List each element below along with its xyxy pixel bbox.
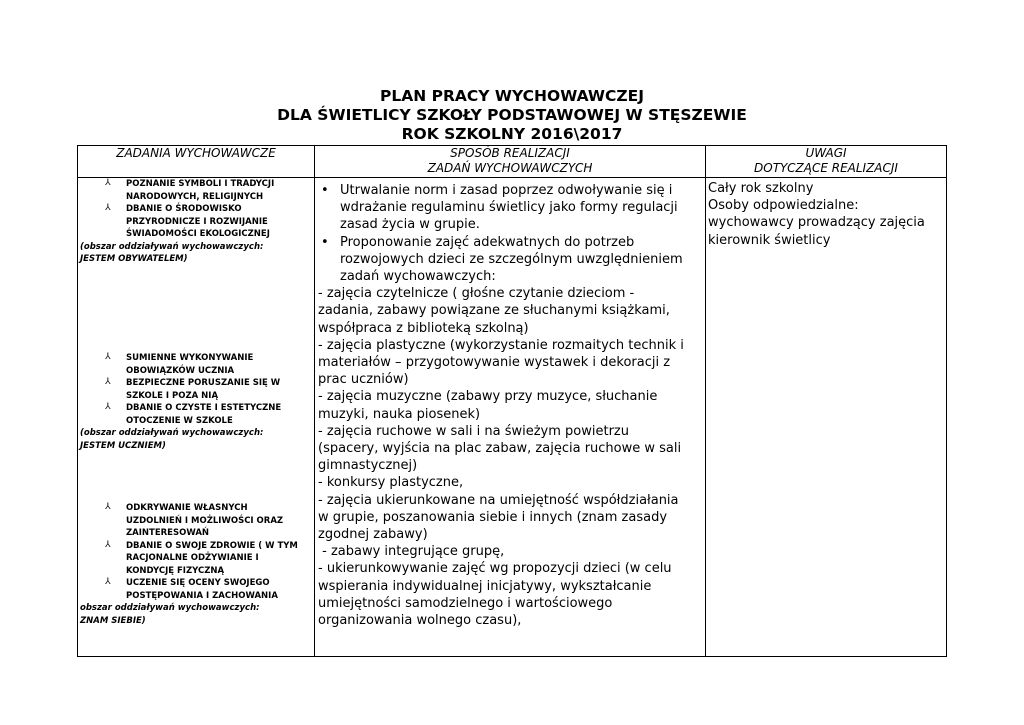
column-header-methods-line1: SPOSÓB REALIZACJI (450, 146, 570, 160)
method-line: w grupie, poszanowania siebie i innych (znam zasady (318, 509, 668, 525)
document-title-line3: ROK SZKOLNY 2016\2017 (401, 125, 623, 143)
column-header-notes-line1: UWAGI (805, 146, 847, 160)
task-item-line: NARODOWYCH, RELIGIJNYCH (126, 191, 264, 202)
task-item (80, 203, 312, 241)
method-line: wspierania indywidualnej inicjatywy, wykształcanie (318, 578, 652, 594)
plan-table (77, 145, 947, 657)
method-line: organizowania wolnego czasu), (318, 613, 522, 629)
task-item-line: DBANIE O SWOJE ZDROWIE ( W TYM (126, 540, 298, 551)
bullet-icon: ⅄ (105, 502, 111, 512)
method-line: współpraca z biblioteką szkolną) (318, 320, 529, 336)
bullet-icon: ⅄ (105, 352, 111, 362)
task-item-line: UCZENIE SIĘ OCENY SWOJEGO (126, 578, 270, 588)
bullet-icon: ⅄ (105, 539, 111, 550)
task-item (80, 577, 312, 602)
note-line: Cały rok szkolny (708, 181, 814, 196)
bullet-icon: ⅄ (105, 203, 111, 213)
method-line: - zabawy integrujące grupę, (318, 544, 505, 560)
method-line: materiałów – przygotowywanie wystawek i dekoracji z (318, 355, 671, 371)
method-line: gimnastycznej) (318, 458, 418, 474)
method-line: prac uczniów) (318, 372, 409, 388)
method-line: - zajęcia plastyczne (wykorzystanie rozmaitych technik i (318, 337, 684, 353)
task-group-citizen (80, 178, 312, 266)
method-line: Proponowanie zajęć adekwatnych do potrzeb (340, 234, 635, 250)
task-item-line: KONDYCJĘ FIZYCZNĄ (126, 565, 225, 576)
task-group-self (80, 502, 312, 627)
methods-cell (315, 178, 706, 657)
bullet-icon: ⅄ (105, 577, 111, 587)
task-area-label: (obszar oddziaływań wychowawczych: (80, 241, 264, 252)
task-area-label: JESTEM OBYWATELEM) (80, 254, 188, 264)
task-item-line: UZDOLNIEŃ I MOŻLIWOŚCI ORAZ (126, 515, 284, 526)
task-item-line: OTOCZENIE W SZKOLE (126, 415, 233, 426)
method-line: Utrwalanie norm i zasad poprzez odwoływanie się i (340, 183, 673, 198)
column-header-methods (315, 146, 706, 178)
bullet-dot-icon: • (321, 183, 329, 198)
method-line: - ukierunkowywanie zajęć wg propozycji dzieci (w celu (318, 561, 672, 577)
task-item (80, 377, 312, 402)
notes-cell (706, 178, 947, 657)
table-body-row (78, 178, 947, 657)
task-item (80, 402, 312, 427)
method-line: zgodnej zabawy) (318, 527, 428, 543)
method-line: muzyki, nauka piosenek) (318, 406, 481, 422)
task-group-student (80, 352, 312, 452)
method-line: - konkursy plastyczne, (318, 475, 464, 491)
task-item-line: PRZYRODNICZE I ROZWIJANIE (126, 216, 268, 227)
method-line: umiejętności samodzielnego i wartościowego (318, 595, 613, 611)
task-item (80, 502, 312, 540)
column-header-tasks (78, 146, 315, 178)
task-area-label: obszar oddziaływań wychowawczych: (80, 603, 260, 613)
method-line: wdrażanie regulaminu świetlicy jako formy regulacji (340, 200, 678, 216)
task-item-line: POSTĘPOWANIA I ZACHOWANIA (126, 590, 278, 601)
task-item-line: ŚWIADOMOŚCI EKOLOGICZNEJ (126, 229, 270, 239)
task-area-label: ZNAM SIEBIE) (80, 615, 146, 626)
note-line: wychowawcy prowadzący zajęcia (708, 215, 925, 231)
method-line: zadań wychowawczych: (340, 269, 496, 285)
task-item-line: DBANIE O ŚRODOWISKO (126, 204, 242, 214)
column-header-methods-line2: ZADAŃ WYCHOWAWCZYCH (427, 161, 593, 175)
method-line: - zajęcia ukierunkowane na umiejętność współdziałania (318, 492, 679, 508)
method-line: - zajęcia czytelnicze ( głośne czytanie dzieciom - (318, 286, 635, 302)
bullet-icon: ⅄ (105, 178, 111, 188)
note-line: Osoby odpowiedzialne: (708, 198, 859, 214)
task-area-label: JESTEM UCZNIEM) (80, 440, 166, 451)
task-area-label: (obszar oddziaływań wychowawczych: (80, 428, 264, 438)
column-header-notes-line2: DOTYCZĄCE REALIZACJI (754, 161, 898, 175)
task-item-line: ZAINTERESOWAŃ (126, 528, 210, 538)
task-item-line: SZKOLE I POZA NIĄ (126, 390, 219, 401)
tasks-cell (78, 178, 315, 657)
bullet-dot-icon: • (321, 234, 329, 250)
method-line: zadania, zabawy powiązane ze słuchanymi książkami, (318, 303, 670, 319)
bullet-icon: ⅄ (105, 402, 111, 412)
bullet-icon: ⅄ (105, 377, 111, 387)
document-title-line2: DLA ŚWIETLICY SZKOŁY PODSTAWOWEJ W STĘSZEWIE (277, 106, 747, 124)
document-title-line1: PLAN PRACY WYCHOWAWCZEJ (380, 87, 644, 105)
task-item-line: OBOWIĄZKÓW UCZNIA (126, 365, 235, 376)
method-bullet (318, 182, 703, 234)
task-item-line: POZNANIE SYMBOLI I TRADYCJI (126, 179, 275, 189)
method-line: - zajęcia ruchowe w sali i na świeżym powietrzu (318, 423, 629, 439)
table-header-row (78, 146, 947, 178)
task-item (80, 352, 312, 377)
method-line: - zajęcia muzyczne (zabawy przy muzyce, słuchanie (318, 389, 658, 405)
method-bullet (318, 234, 703, 286)
method-line: (spacery, wyjścia na plac zabaw, zajęcia ruchowe w sali (318, 441, 682, 457)
task-item (80, 178, 312, 203)
method-line: zasad życia w grupie. (340, 217, 480, 233)
task-item (80, 540, 312, 578)
task-item-line: DBANIE O CZYSTE I ESTETYCZNE (126, 403, 282, 413)
task-item-line: RACJONALNE ODŻYWIANIE I (126, 553, 259, 563)
column-header-notes (706, 146, 947, 178)
task-item-line: SUMIENNE WYKONYWANIE (126, 353, 254, 363)
column-header-tasks-label: ZADANIA WYCHOWAWCZE (116, 146, 276, 160)
task-item-line: ODKRYWANIE WŁASNYCH (126, 503, 248, 513)
method-line: rozwojowych dzieci ze szczególnym uwzględnieniem (340, 251, 683, 267)
note-line: kierownik świetlicy (708, 232, 831, 248)
task-item-line: BEZPIECZNE PORUSZANIE SIĘ W (126, 378, 281, 388)
